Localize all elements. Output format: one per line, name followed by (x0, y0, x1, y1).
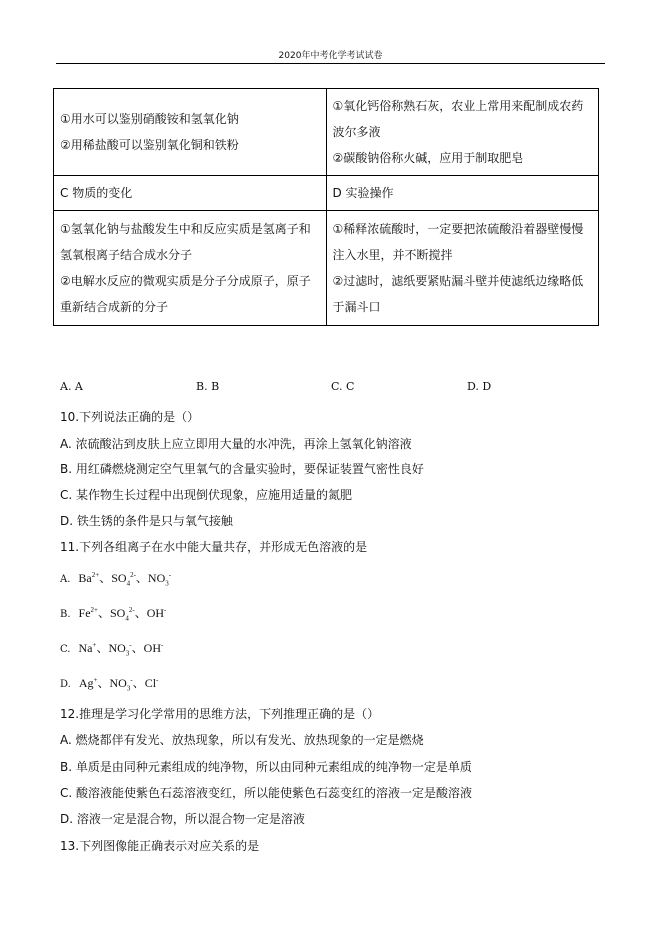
q12-stem: 12.推理是学习化学常用的思维方法，下列推理正确的是（） (60, 707, 380, 721)
q10-option-c[interactable]: C. 某作物生长过程中出现倒伏现象，应施用适量的氮肥 (60, 488, 353, 502)
statement: ①氧化钙俗称熟石灰，农业上常用来配制成农药波尔多液 (332, 99, 584, 139)
q10-stem: 10.下列说法正确的是（） (60, 410, 200, 424)
statement: ②用稀盐酸可以鉴别氧化铜和铁粉 (60, 138, 239, 152)
q12-option-b[interactable]: B. 单质是由同种元素组成的纯净物，所以由同种元素组成的纯净物一定是单质 (60, 760, 472, 774)
q11-option-c[interactable] (60, 639, 163, 657)
header-rule (56, 63, 605, 64)
cell-a-content (54, 89, 327, 176)
ion: $NO_3^-$ (108, 641, 132, 658)
cell-d-content (326, 211, 599, 326)
q11-option-d[interactable] (60, 674, 158, 692)
q9-option-b[interactable]: B. B (196, 380, 220, 393)
q9-option-d[interactable]: D. D (467, 380, 492, 393)
separator: 、 (97, 606, 110, 620)
q11-stem: 11.下列各组离子在水中能大量共存，并形成无色溶液的是 (60, 540, 368, 554)
cell-d-heading: D 实验操作 (326, 176, 599, 211)
separator: 、 (96, 641, 109, 655)
ion-list (78, 641, 164, 658)
statement: ①氢氧化钠与盐酸发生中和反应实质是氢离子和氢氧根离子结合成水分子 (60, 222, 311, 262)
ion: Na+ (78, 641, 97, 655)
ion: OH- (143, 641, 164, 655)
q9-option-c[interactable]: C. C (331, 380, 355, 393)
ion: OH- (146, 606, 167, 620)
q10-option-b[interactable]: B. 用红磷燃烧测定空气里氧气的含量实验时，要保证装置气密性良好 (60, 462, 424, 476)
option-label: D. (60, 679, 71, 690)
ion-list (78, 606, 167, 623)
ion: $Fe^{2+}$ (78, 606, 98, 620)
ion-list (78, 676, 159, 693)
separator: 、 (99, 571, 112, 585)
separator: 、 (131, 641, 144, 655)
q12-option-c[interactable]: C. 酸溶液能使紫色石蕊溶液变红，所以能使紫色石蕊变红的溶液一定是酸溶液 (60, 786, 473, 800)
page-header: 2020年中考化学考试试卷 (278, 51, 383, 61)
ion: Cl- (144, 676, 159, 690)
separator: 、 (132, 676, 145, 690)
q10-option-a[interactable]: A. 浓硫酸沾到皮肤上应立即用大量的水冲洗，再涂上氢氧化钠溶液 (60, 437, 412, 451)
statement: ①稀释浓硫酸时，一定要把浓硫酸沿着器壁慢慢注入水里，并不断搅拌 (332, 222, 584, 262)
cell-c-content (54, 211, 327, 326)
ion: $SO_4^{2-}$ (110, 606, 135, 623)
statement: ①用水可以鉴别硝酸铵和氢氧化钠 (60, 112, 239, 126)
q12-option-a[interactable]: A. 燃烧都伴有发光、放热现象，所以有发光、放热现象的一定是燃烧 (60, 733, 424, 747)
ion: Ag+ (78, 676, 98, 690)
statement: ②过滤时，滤纸要紧贴漏斗壁并使滤纸边缘略低于漏斗口 (332, 274, 584, 314)
cell-c-heading: C 物质的变化 (54, 176, 327, 211)
separator: 、 (135, 571, 148, 585)
comparison-table (53, 88, 599, 326)
q11-option-a[interactable] (60, 569, 171, 587)
q11-option-b[interactable] (60, 604, 166, 622)
option-label: B. (60, 609, 71, 620)
ion: $SO_4^{2-}$ (111, 571, 136, 588)
q9-option-a[interactable]: A. A (60, 380, 83, 393)
cell-b-content (326, 89, 599, 176)
statement: ②碳酸钠俗称火碱，应用于制取肥皂 (332, 151, 524, 165)
separator: 、 (134, 606, 147, 620)
ion: $NO_3^-$ (147, 571, 172, 588)
q13-stem: 13.下列图像能正确表示对应关系的是 (60, 839, 260, 853)
q10-option-d[interactable]: D. 铁生锈的条件是只与氧气接触 (60, 514, 233, 528)
option-label: A. (60, 574, 71, 585)
statement: ②电解水反应的微观实质是分子分成原子，原子重新结合成新的分子 (60, 274, 311, 314)
ion-list (78, 571, 172, 588)
separator: 、 (97, 676, 110, 690)
q12-option-d[interactable]: D. 溶液一定是混合物，所以混合物一定是溶液 (60, 812, 305, 826)
option-label: C. (60, 644, 71, 655)
ion: $Ba^{2+}$ (78, 571, 100, 585)
ion: $NO_3^-$ (109, 676, 133, 693)
